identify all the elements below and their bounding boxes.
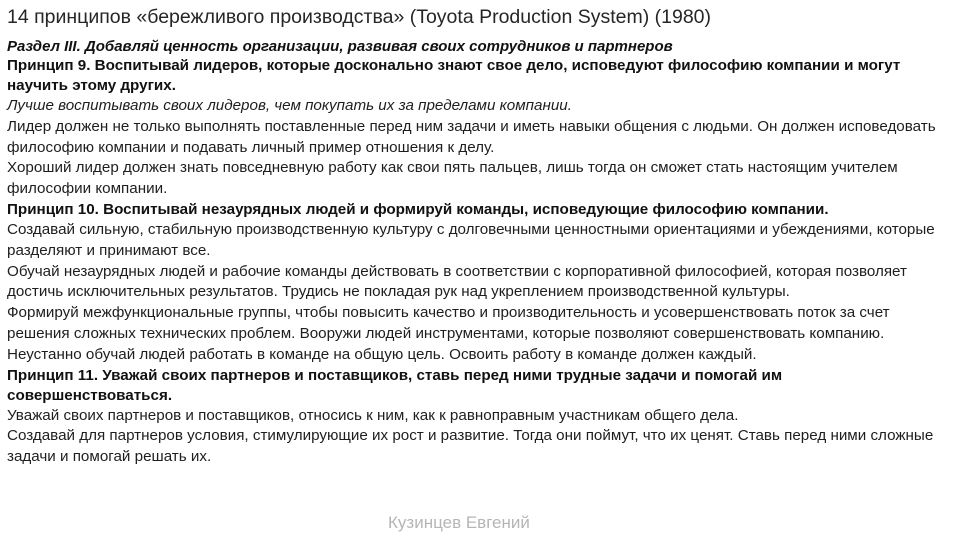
principle-11-paragraph-1: Уважай своих партнеров и поставщиков, относись к ним, как к равноправным участникам общего дела. [7,406,739,424]
section-heading: Раздел III. Добавляй ценность организации, развивая своих сотрудников и партнеров [7,38,673,55]
principle-10-paragraph-3: Формируй межфункциональные группы, чтобы повысить качество и производительность и усовершенствовать поток за счет решения сложных технических проблем. Вооружи людей инструментами, которые позволяют совершенствовать компанию. [7,304,890,342]
principle-11-paragraph-2: Создавай для партнеров условия, стимулирующие их рост и развитие. Тогда они поймут, что их ценят. Ставь перед ними сложные задачи и помогай решать их. [7,427,934,466]
principle-11-heading: Принцип 11. Уважай своих партнеров и поставщиков, ставь перед ними трудные задачи и помогай им совершенствоваться. [7,366,783,404]
principle-10-paragraph-1: Создавай сильную, стабильную производственную культуру с долговечными ценностными ориентациями и убеждениями, которые разделяют и принимают все. [7,220,935,259]
principle-9-paragraph-3: Хороший лидер должен знать повседневную работу как свои пять пальцев, лишь тогда он сможет стать настоящим учителем философии компании. [7,159,898,198]
slide-title: 14 принципов «бережливого производства» (Toyota Production System) (1980) [7,6,712,28]
principle-9-paragraph-1: Лучше воспитывать своих лидеров, чем покупать их за пределами компании. [7,97,572,114]
principle-10-heading: Принцип 10. Воспитывай незаурядных людей и формируй команды, исповедующие философию компании. [7,200,829,218]
principle-10-paragraph-4: Неустанно обучай людей работать в команде на общую цель. Освоить работу в команде должен каждый. [7,345,757,363]
principle-9-heading: Принцип 9. Воспитывай лидеров, которые досконально знают свое дело, исповедуют философию компании и могут научить этому других. [7,57,901,94]
principle-10-paragraph-2: Обучай незаурядных людей и рабочие команды действовать в соответствии с корпоративной философией, которая позволяет достичь исключительных результатов. Трудись не покладая рук над укреплением производственной культуры. [7,262,907,301]
author-watermark: Кузинцев Евгений [388,513,530,532]
principle-9-paragraph-2: Лидер должен не только выполнять поставленные перед ним задачи и иметь навыки общения с людьми. Он должен исповедовать философию компании и подавать личный пример отношения к делу. [7,117,936,156]
